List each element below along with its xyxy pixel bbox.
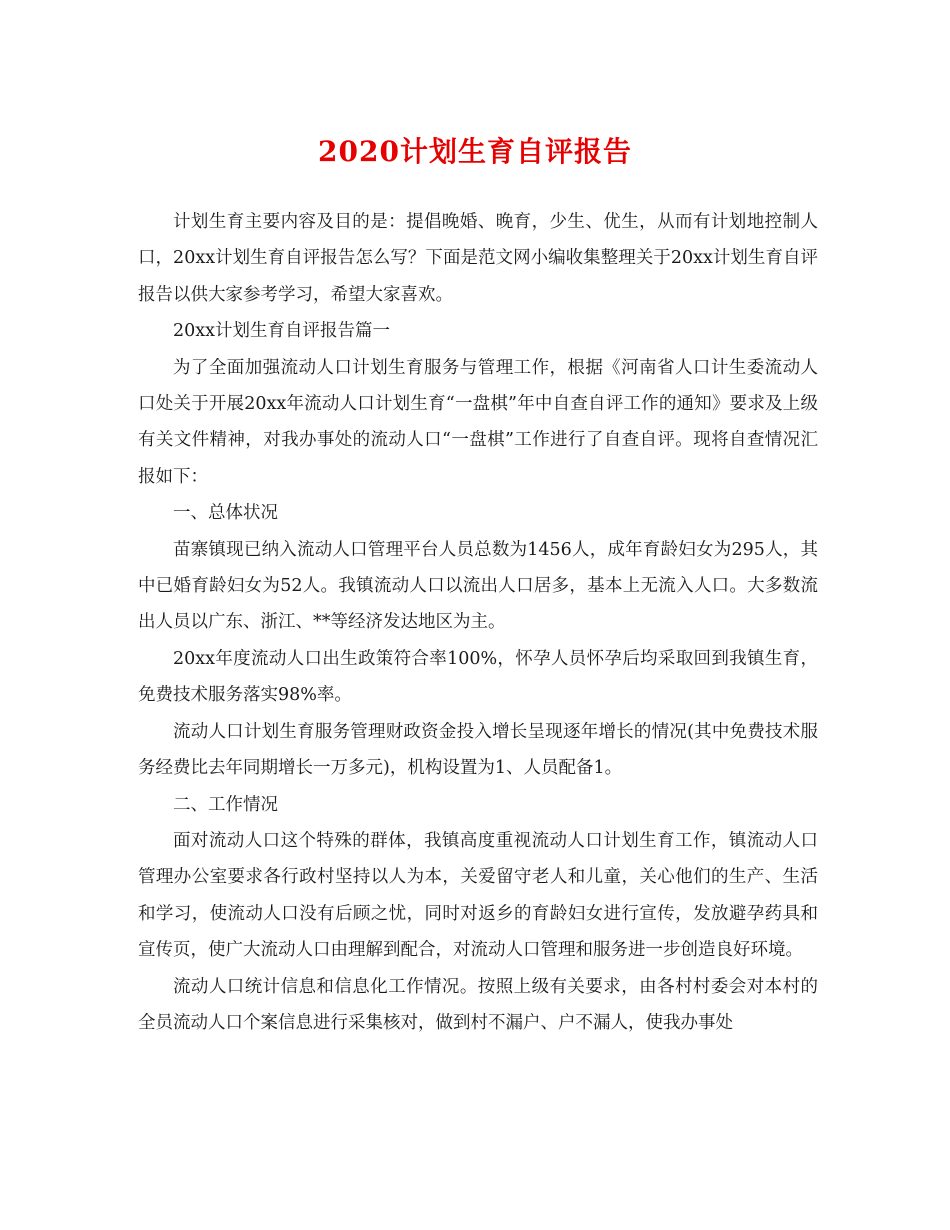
paragraph-compliance-rate: 20xx年度流动人口出生政策符合率100%，怀孕人员怀孕后均采取回到我镇生育，免费技术服务落实98%率。 <box>138 648 818 706</box>
paragraph-funding: 流动人口计划生育服务管理财政资金投入增长呈现逐年增长的情况(其中免费技术服务经费比去年同期增长一万多元)，机构设置为1、人员配备1。 <box>138 721 818 779</box>
paragraph-work-details: 面对流动人口这个特殊的群体，我镇高度重视流动人口计划生育工作，镇流动人口管理办公室要求各行政村坚持以人为本，关爱留守老人和儿童，关心他们的生产、生活和学习，使流动人口没有后顾之忧，同时对返乡的育龄妇女进行宣传，发放避孕药具和宣传页，使广大流动人口由理解到配合，对流动人口管理和服务进一步创造良好环境。 <box>138 830 818 961</box>
section-heading-part-one: 20xx计划生育自评报告篇一 <box>173 321 391 342</box>
section-heading-work: 二、工作情况 <box>173 794 278 815</box>
section-heading-overview: 一、总体状况 <box>173 503 278 524</box>
paragraph-intro: 计划生育主要内容及目的是：提倡晚婚、晚育，少生、优生，从而有计划地控制人口，20xx计划生育自评报告怎么写？下面是范文网小编收集整理关于20xx计划生育自评报告以供大家参考学习，希望大家喜欢。 <box>138 212 818 305</box>
paragraph-statistics: 流动人口统计信息和信息化工作情况。按照上级有关要求，由各村村委会对本村的全员流动人口个案信息进行采集核对，做到村不漏户、户不漏人，使我办事处 <box>138 976 818 1033</box>
paragraph-purpose: 为了全面加强流动人口计划生育服务与管理工作，根据《河南省人口计生委流动人口处关于开展20xx年流动人口计划生育“一盘棋”年中自查自评工作的通知》要求及上级有关文件精神，对我办事处的流动人口“一盘棋”工作进行了自查自评。现将自查情况汇报如下： <box>138 357 818 487</box>
document-title: 2020计划生育自评报告 <box>318 135 632 168</box>
document-body <box>138 204 818 1041</box>
paragraph-population: 苗寨镇现已纳入流动人口管理平台人员总数为1456人，成年育龄妇女为295人，其中已婚育龄妇女为52人。我镇流动人口以流出人口居多，基本上无流入人口。大多数流出人员以广东、浙江、**等经济发达地区为主。 <box>138 539 818 633</box>
